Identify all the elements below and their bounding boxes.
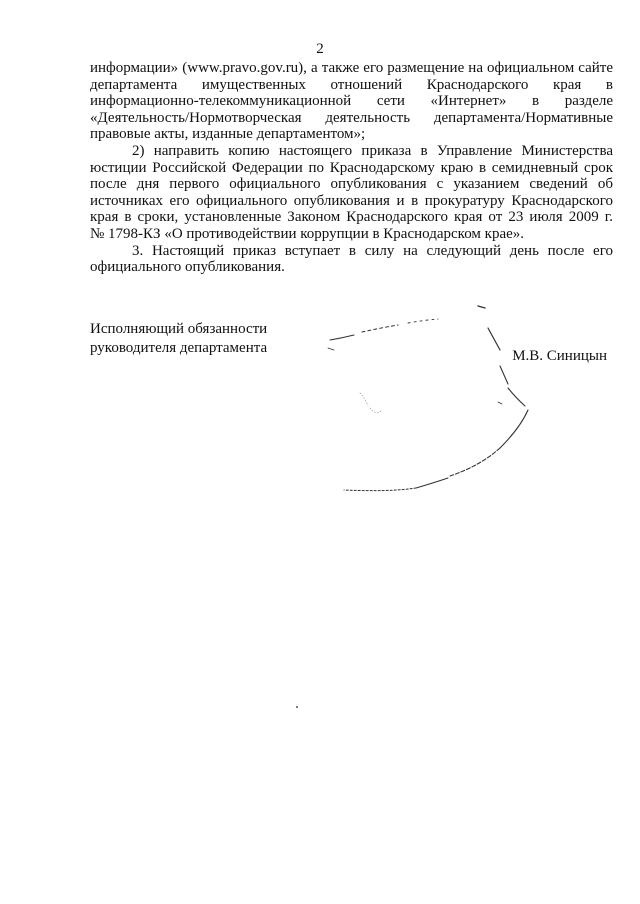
text-line: края в сроки, установленные Законом Краснодарского края от 23 июля 2009 г. [90, 209, 613, 226]
paragraph-1 [90, 60, 613, 143]
document-body [90, 60, 613, 276]
text-line: 3. Настоящий приказ вступает в силу на следующий день после его [132, 242, 613, 259]
scan-speck [296, 706, 298, 708]
signatory-name: М.В. Синицын [512, 348, 607, 364]
text-line: правовые акты, изданные департаментом»; [90, 126, 366, 143]
handwritten-signature [320, 298, 540, 498]
text-line: официального опубликования. [90, 259, 285, 276]
text-line: источниках его официального опубликования и в прокуратуру Краснодарского [90, 192, 613, 209]
paragraph-2 [90, 143, 613, 243]
text-line: после дня первого официального опубликования с указанием сведений об [90, 176, 613, 193]
text-line: № 1798-КЗ «О противодействии коррупции в Краснодарском крае». [90, 225, 525, 242]
text-line: 2) направить копию настоящего приказа в Управление Министерства [132, 142, 613, 159]
text-line: «Деятельность/Нормотворческая деятельность департамента/Нормативные [90, 109, 613, 126]
text-line: юстиции Российской Федерации по Краснодарскому краю в семидневный срок [90, 159, 613, 176]
paragraph-3 [90, 243, 613, 276]
signatory-title-line-2: руководителя департамента [90, 340, 268, 356]
text-line: департамента имущественных отношений Краснодарского края в [90, 76, 613, 93]
text-line: информационно-телекоммуникационной сети «Интернет» в разделе [90, 93, 613, 110]
page-number: 2 [316, 41, 324, 57]
text-line: информации» (www.pravo.gov.ru), а также его размещение на официальном сайте [90, 60, 613, 76]
signatory-title-line-1: Исполняющий обязанности [90, 321, 268, 337]
